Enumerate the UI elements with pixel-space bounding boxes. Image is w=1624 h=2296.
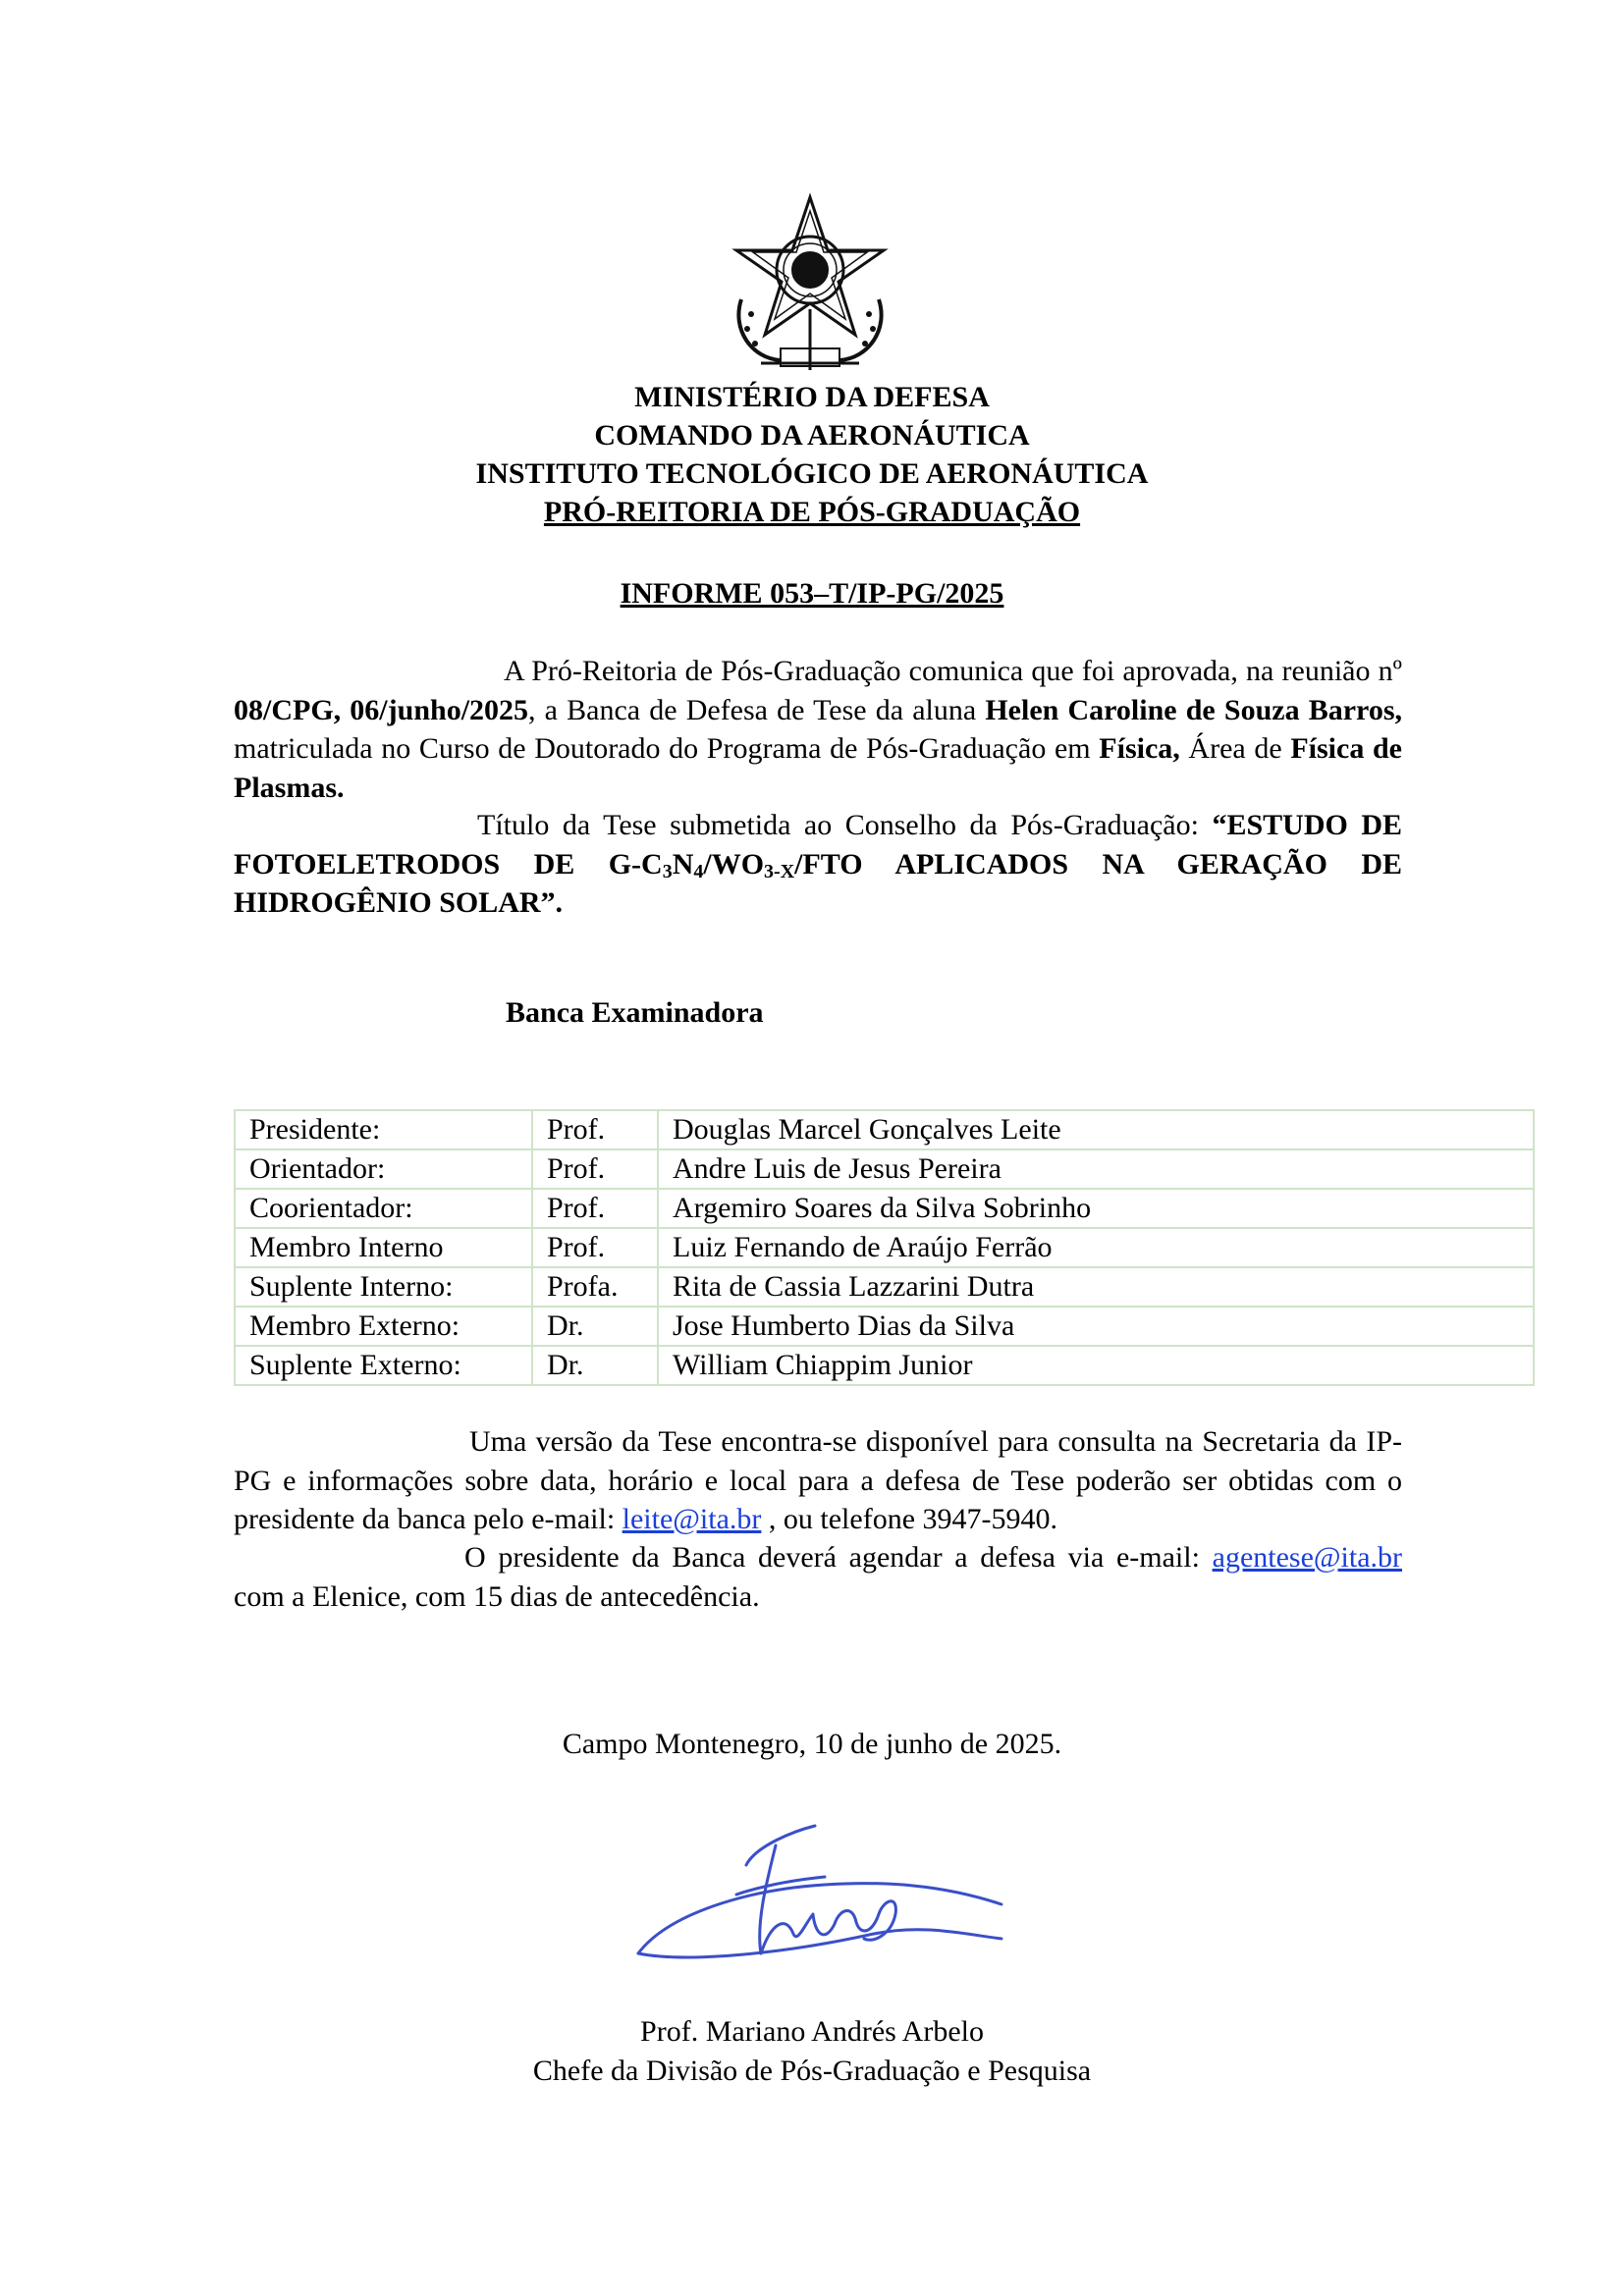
committee-row xyxy=(235,1346,1534,1385)
subscript: 3-X xyxy=(764,860,795,882)
area-name: Física de Plasmas. xyxy=(234,732,1402,804)
committee-name: Douglas Marcel Gonçalves Leite xyxy=(658,1110,1534,1149)
committee-row xyxy=(235,1110,1534,1149)
signer-name: Prof. Mariano Andrés Arbelo xyxy=(640,2015,984,2048)
subscript: 3 xyxy=(662,860,673,882)
committee-row xyxy=(235,1189,1534,1228)
text-span: /WO xyxy=(703,847,765,881)
header-command: COMANDO DA AERONÁUTICA xyxy=(594,419,1030,452)
paragraph-approval xyxy=(234,652,1402,807)
header-ministry: MINISTÉRIO DA DEFESA xyxy=(634,381,990,413)
committee-table xyxy=(234,1109,1535,1386)
text-span: matriculada no Curso de Doutorado do Programa de Pós-Graduação em xyxy=(234,732,1100,765)
committee-name: Rita de Cassia Lazzarini Dutra xyxy=(658,1267,1534,1307)
subscript: 4 xyxy=(693,860,704,882)
committee-title: Prof. xyxy=(532,1189,658,1228)
committee-title: Prof. xyxy=(532,1110,658,1149)
committee-name: William Chiappim Junior xyxy=(658,1346,1534,1385)
committee-name: Jose Humberto Dias da Silva xyxy=(658,1307,1534,1346)
committee-row xyxy=(235,1307,1534,1346)
committee-role: Coorientador: xyxy=(235,1189,532,1228)
committee-title: Prof. xyxy=(532,1228,658,1267)
text-span: “ESTUDO DE FOTOELETRODOS DE G-C xyxy=(234,809,1402,881)
text-span: , a Banca de Defesa de Tese da aluna xyxy=(528,693,986,726)
committee-title: Dr. xyxy=(532,1346,658,1385)
president-email-link[interactable]: leite@ita.br xyxy=(622,1503,762,1535)
committee-title: Profa. xyxy=(532,1267,658,1307)
committee-heading: Banca Examinadora xyxy=(506,996,764,1029)
committee-row xyxy=(235,1149,1534,1189)
program-name: Física, xyxy=(1099,732,1180,765)
student-name: Helen Caroline de Souza Barros, xyxy=(985,693,1402,726)
committee-role: Membro Interno xyxy=(235,1228,532,1267)
city-date: Campo Montenegro, 10 de junho de 2025. xyxy=(562,1728,1062,1760)
text-span: O presidente da Banca deverá agendar a defesa via e-mail: xyxy=(464,1541,1213,1574)
committee-role: Orientador: xyxy=(235,1149,532,1189)
committee-name: Andre Luis de Jesus Pereira xyxy=(658,1149,1534,1189)
text-span: Título da Tese submetida ao Conselho da Pós-Graduação: xyxy=(477,809,1213,841)
signer-role: Chefe da Divisão de Pós-Graduação e Pesquisa xyxy=(532,2055,1092,2087)
committee-name: Luiz Fernando de Araújo Ferrão xyxy=(658,1228,1534,1267)
header-institute: INSTITUTO TECNOLÓGICO DE AERONÁUTICA xyxy=(475,457,1149,490)
committee-role: Presidente: xyxy=(235,1110,532,1149)
informe-number: INFORME 053–T/IP-PG/2025 xyxy=(620,577,1004,610)
text-span: Área de xyxy=(1179,732,1291,765)
committee-row xyxy=(235,1267,1534,1307)
document-header xyxy=(0,378,1624,531)
text-span: com a Elenice, com 15 dias de antecedência. xyxy=(234,1579,760,1613)
brazil-coat-of-arms-icon xyxy=(722,191,898,378)
committee-name: Argemiro Soares da Silva Sobrinho xyxy=(658,1189,1534,1228)
text-span: , ou telefone 3947-5940. xyxy=(761,1503,1058,1535)
committee-title: Dr. xyxy=(532,1307,658,1346)
paragraph-thesis-availability xyxy=(234,1422,1402,1539)
committee-role: Membro Externo: xyxy=(235,1307,532,1346)
text-span: N xyxy=(672,847,694,881)
meeting-reference: 08/CPG, 06/junho/2025 xyxy=(234,693,529,726)
paragraph-scheduling xyxy=(234,1538,1402,1616)
header-department: PRÓ-REITORIA DE PÓS-GRADUAÇÃO xyxy=(543,496,1081,528)
agentese-email-link[interactable]: agentese@ita.br xyxy=(1212,1541,1402,1574)
text-span: A Pró-Reitoria de Pós-Graduação comunica que foi aprovada, na reunião nº xyxy=(504,655,1402,687)
handwritten-signature xyxy=(628,1806,1011,1973)
text-span: /FTO APLICADOS NA GERAÇÃO DE HIDROGÊNIO SOLAR”. xyxy=(234,847,1402,919)
committee-title: Prof. xyxy=(532,1149,658,1189)
text-span: Uma versão da Tese encontra-se disponível para consulta na Secretaria da IP-PG e informações sobre data, horário e local para a defesa de Tese poderão ser obtidas com o presidente da banca pelo e-mail: xyxy=(234,1425,1402,1535)
paragraph-thesis-title xyxy=(234,806,1402,923)
committee-row xyxy=(235,1228,1534,1267)
signer-block xyxy=(0,2012,1624,2091)
committee-role: Suplente Interno: xyxy=(235,1267,532,1307)
committee-role: Suplente Externo: xyxy=(235,1346,532,1385)
